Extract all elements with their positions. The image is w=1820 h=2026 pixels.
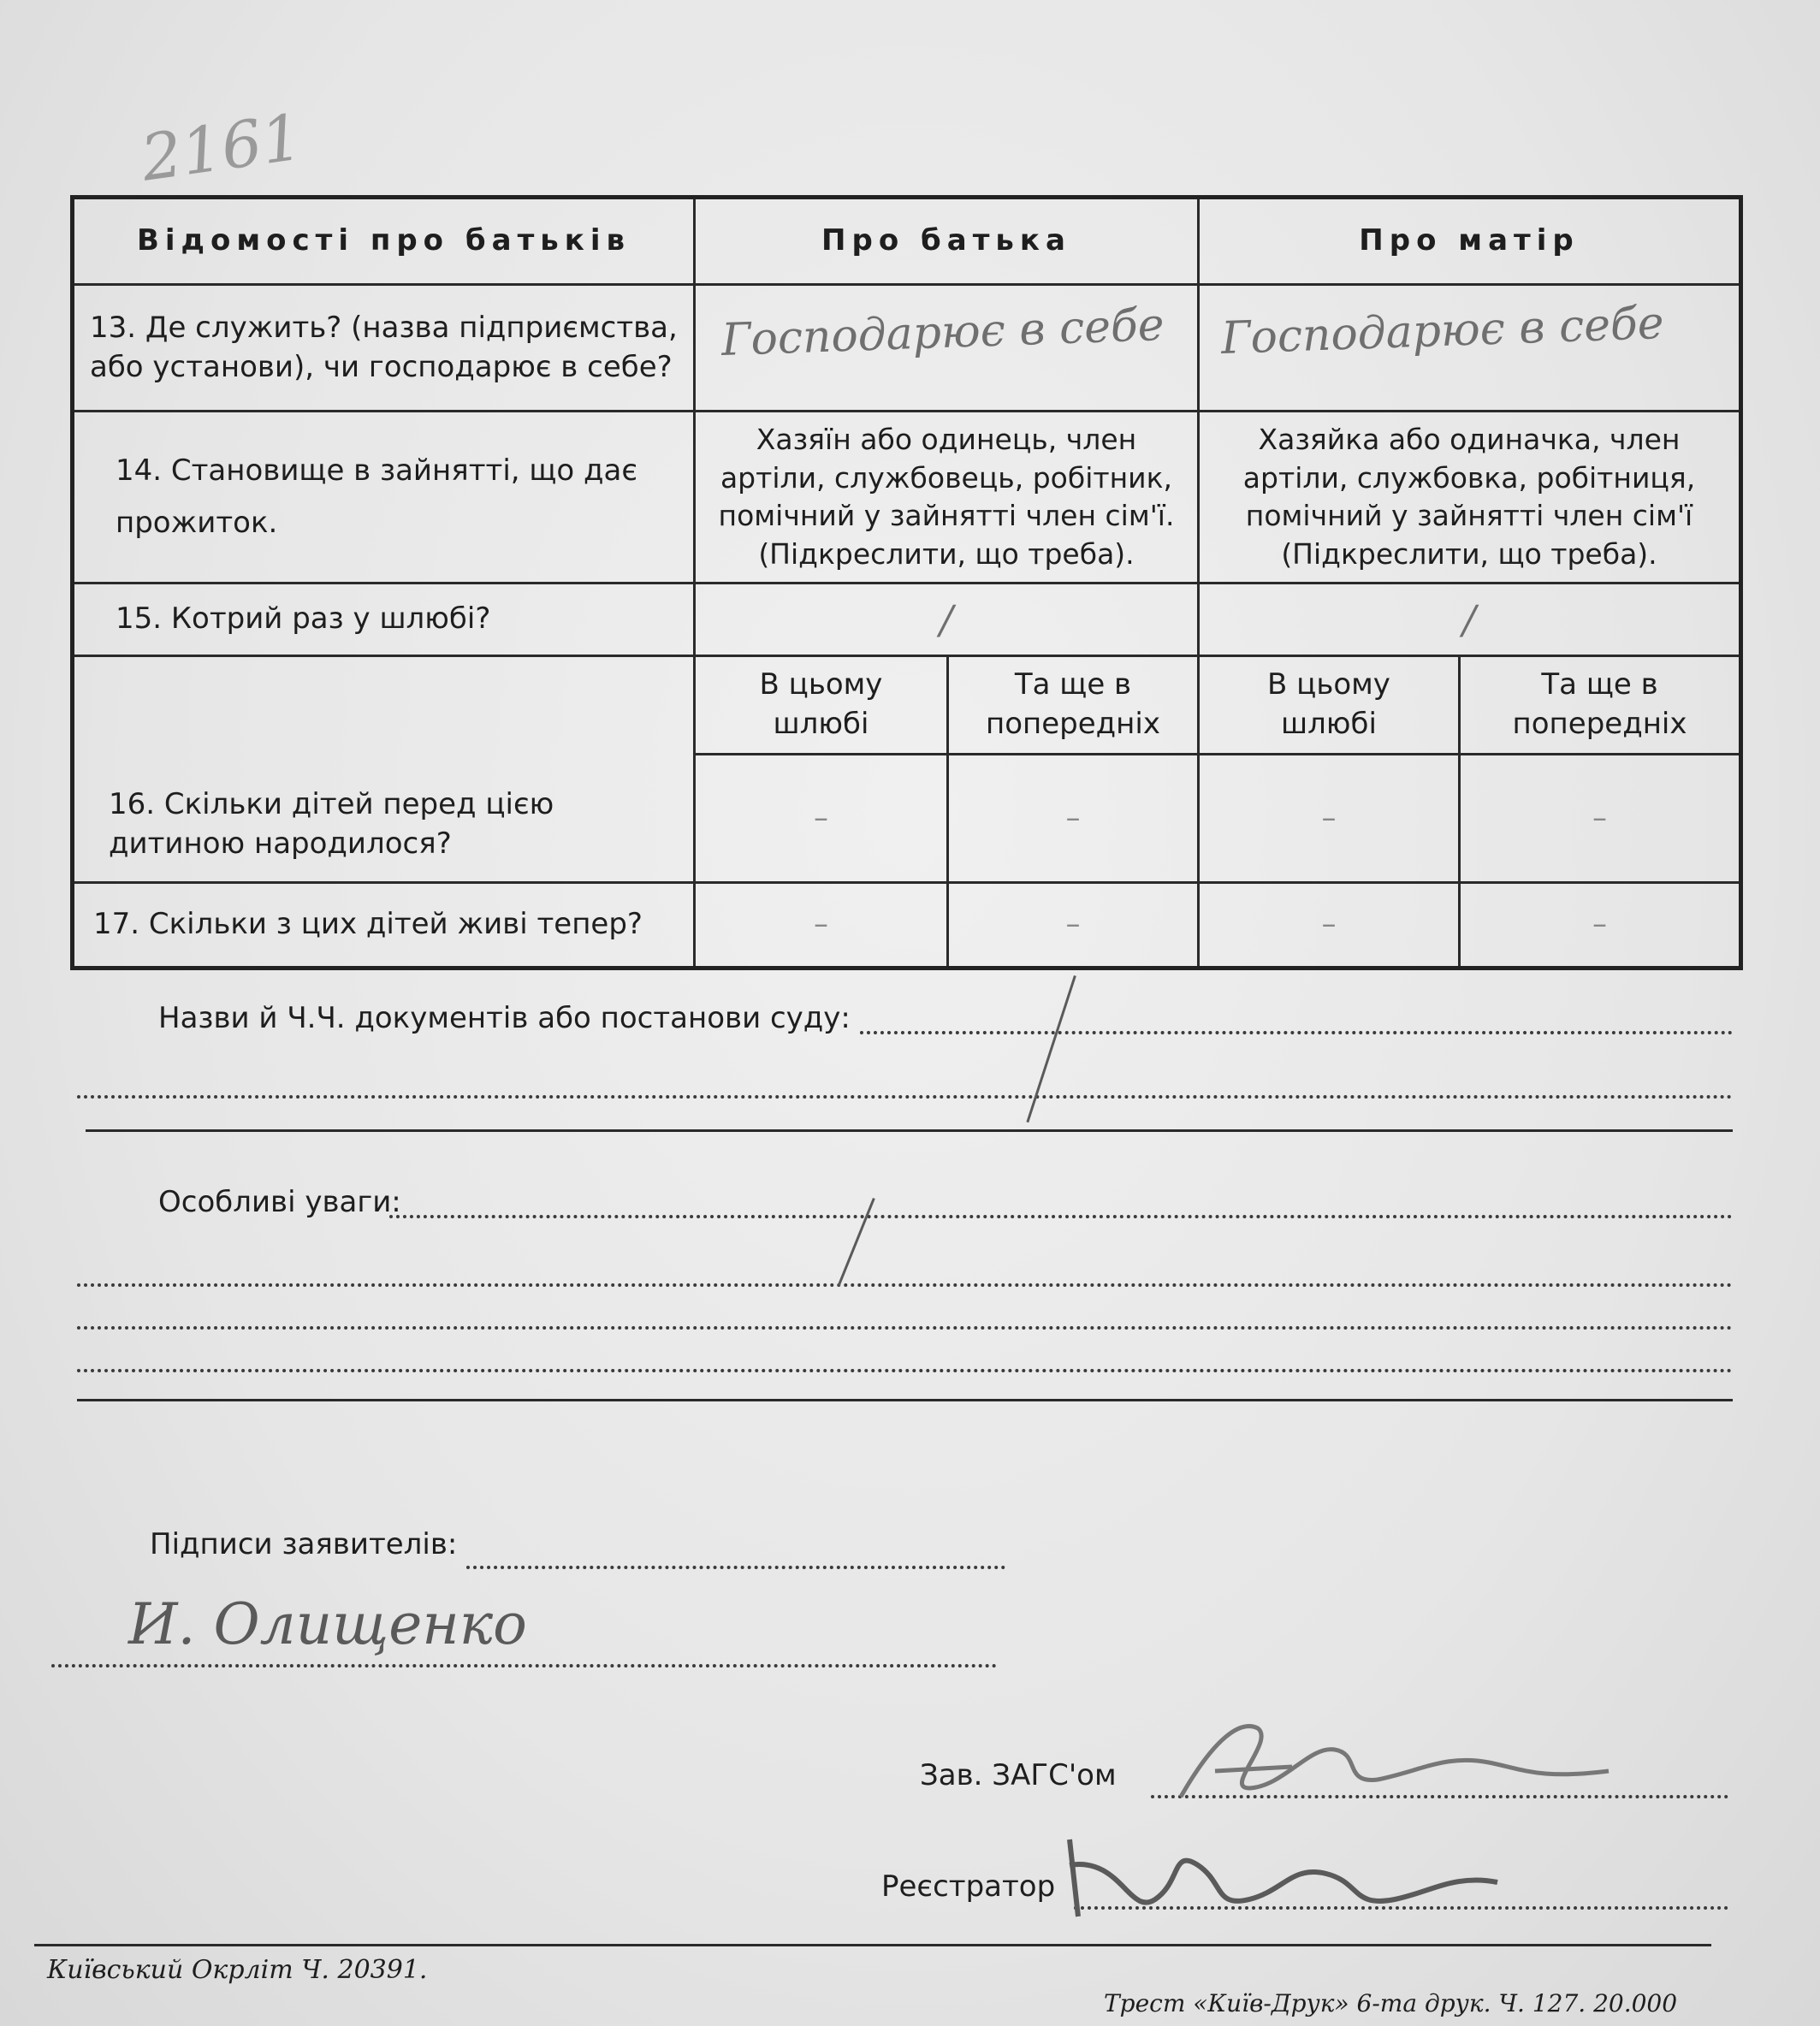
header-parents-info: Відомості про батьків <box>73 198 695 285</box>
q14-mother-options: Хазяйка або одиначка, член артіли, службовка, робітниця, помічний у зайнятті член сім'ї (Підкреслити, що треба). <box>1199 412 1741 584</box>
q16-mother-prev[interactable]: – <box>1460 755 1741 883</box>
question-14-label: 14. Становище в зайнятті, що дає прожиток. <box>73 412 695 584</box>
table-row-q14 <box>73 412 1741 584</box>
q16-mother-this[interactable]: – <box>1199 755 1460 883</box>
subheader-mother-this-marriage: В цьому шлюбі <box>1199 656 1460 755</box>
documents-field-line-2[interactable] <box>77 1095 1733 1099</box>
head-signature <box>1164 1703 1643 1814</box>
subheader-father-this-marriage: В цьому шлюбі <box>695 656 948 755</box>
header-mother: Про матір <box>1199 198 1741 285</box>
documents-strike-mark <box>1026 975 1076 1123</box>
registrar-label: Реєстратор <box>881 1869 1056 1904</box>
q15-mother-answer[interactable] <box>1199 584 1741 656</box>
q13-father-answer: Господарює в себе <box>720 299 1165 367</box>
q15-mother-value: / <box>1462 596 1476 643</box>
table-row-q15 <box>73 584 1741 656</box>
subheader-father-previous: Та ще в попередніх <box>948 656 1199 755</box>
notes-field-line-3[interactable] <box>77 1326 1733 1330</box>
notes-field-line-4[interactable] <box>77 1369 1733 1372</box>
notes-separator <box>77 1399 1733 1401</box>
question-17-label: 17. Скільки з цих дітей живі тепер? <box>73 883 695 969</box>
signatures-field-line-2[interactable] <box>51 1664 997 1668</box>
notes-field-line-1[interactable] <box>389 1215 1733 1218</box>
table-header-row <box>73 198 1741 285</box>
q17-father-this[interactable]: – <box>695 883 948 969</box>
question-15-label: 15. Котрий раз у шлюбі? <box>73 584 695 656</box>
q13-father-cell[interactable] <box>695 285 1199 412</box>
head-label: Зав. ЗАГС'ом <box>920 1758 1117 1792</box>
corner-note: 2161 <box>136 100 307 196</box>
q17-mother-this[interactable]: – <box>1199 883 1460 969</box>
registrar-signature <box>1052 1814 1532 1934</box>
q17-mother-prev[interactable]: – <box>1460 883 1741 969</box>
q14-father-options: Хазяїн або одинець, член артіли, службовець, робітник, помічний у зайнятті член сім'ї. (Підкреслити, що треба). <box>695 412 1199 584</box>
notes-field-line-2[interactable] <box>77 1283 1733 1287</box>
table-subheader-row <box>73 656 1741 755</box>
subheader-mother-previous: Та ще в попередніх <box>1460 656 1741 755</box>
table-row-q13 <box>73 285 1741 412</box>
signatures-field-line-1[interactable] <box>466 1566 1005 1569</box>
q13-mother-cell[interactable] <box>1199 285 1741 412</box>
footer-right-imprint: Трест «Київ-Друк» 6-та друк. Ч. 127. 20.000 <box>1104 1989 1678 2017</box>
footer-rule <box>34 1944 1711 1946</box>
notes-label: Особливі уваги: <box>158 1185 401 1219</box>
q17-father-prev[interactable]: – <box>948 883 1199 969</box>
table-row-q17 <box>73 883 1741 969</box>
header-father: Про батька <box>695 198 1199 285</box>
q15-father-value: / <box>940 596 953 643</box>
documents-field-line-1[interactable] <box>860 1031 1733 1034</box>
q13-mother-answer: Господарює в себе <box>1220 297 1665 365</box>
q16-father-prev[interactable]: – <box>948 755 1199 883</box>
q15-father-answer[interactable] <box>695 584 1199 656</box>
parents-info-table <box>70 195 1743 970</box>
q16-father-this[interactable]: – <box>695 755 948 883</box>
footer-left-imprint: Київський Окрліт Ч. 20391. <box>47 1955 428 1985</box>
documents-separator <box>86 1129 1733 1132</box>
question-16-label: 16. Скільки дітей перед цією дитиною народилося? <box>73 656 695 883</box>
documents-label: Назви й Ч.Ч. документів або постанови суду: <box>158 1001 851 1035</box>
signatures-label: Підписи заявителів: <box>150 1527 458 1561</box>
notes-strike-mark <box>838 1198 875 1286</box>
applicant-signature: И. Олищенко <box>128 1591 527 1657</box>
question-13-label: 13. Де служить? (назва підприємства, або установи), чи господарює в себе? <box>73 285 695 412</box>
